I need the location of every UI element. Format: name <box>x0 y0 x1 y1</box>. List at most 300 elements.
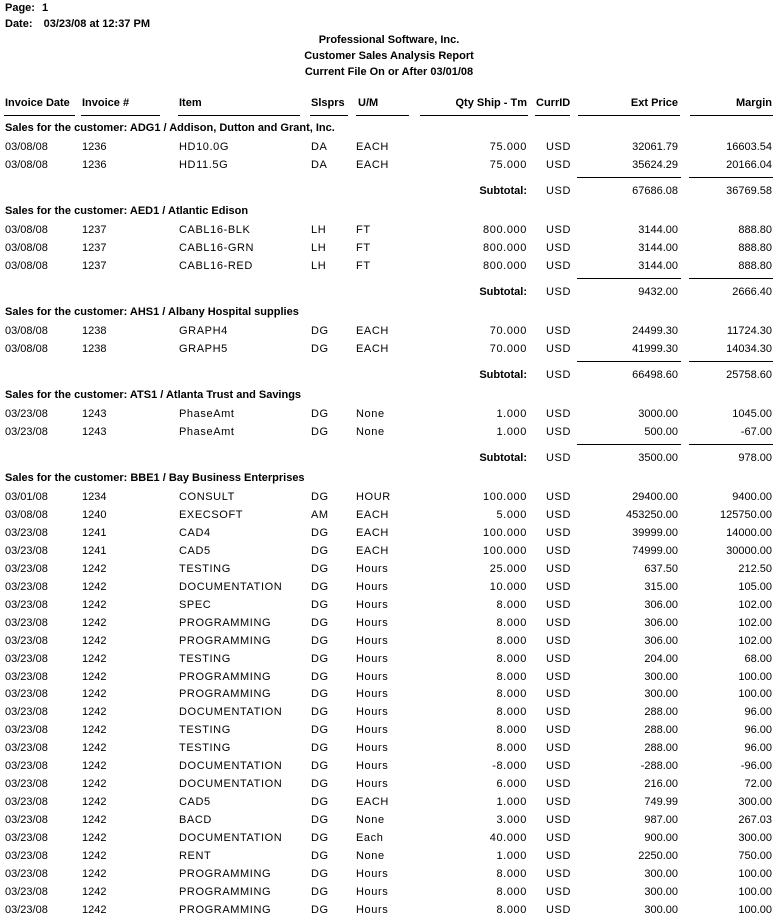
ext-price-cell: 3144.00 <box>638 259 678 272</box>
currid-cell: USD <box>546 796 572 809</box>
report-date-line <box>5 18 150 30</box>
currid-cell: USD <box>546 325 572 337</box>
qty-cell: 1.000 <box>496 425 527 438</box>
currid-cell: USD <box>546 158 572 171</box>
ext-price-cell: 453250.00 <box>626 508 678 521</box>
invoice-date-cell: 03/08/08 <box>5 241 48 254</box>
item-cell: GRAPH5 <box>179 342 228 355</box>
slsprs-cell: DG <box>311 742 329 755</box>
ext-price-cell: 3144.00 <box>638 241 678 254</box>
qty-cell: 1.000 <box>496 850 527 862</box>
ext-price-cell: 300.00 <box>644 903 678 916</box>
invoice-no-cell: 1243 <box>82 408 107 420</box>
invoice-date-cell: 03/08/08 <box>5 158 48 171</box>
table-row <box>0 542 778 560</box>
um-cell: Hours <box>356 742 389 755</box>
margin-cell: 102.00 <box>738 598 772 611</box>
slsprs-cell: DG <box>311 814 329 827</box>
ext-price-cell: 288.00 <box>644 742 678 755</box>
qty-cell: 800.000 <box>483 224 527 236</box>
invoice-no-cell: 1237 <box>82 241 107 254</box>
ext-price-cell: 500.00 <box>644 425 678 438</box>
item-cell: PROGRAMMING <box>179 670 272 683</box>
item-cell: CABL16-RED <box>179 259 253 272</box>
table-row <box>0 257 778 275</box>
subtotal-margin: 36769.58 <box>726 184 772 197</box>
invoice-date-cell: 03/23/08 <box>5 616 48 629</box>
ext-price-cell: 2250.00 <box>638 850 678 862</box>
um-cell: EACH <box>356 342 389 355</box>
invoice-date-cell: 03/08/08 <box>5 224 48 236</box>
margin-cell: 100.00 <box>738 867 772 880</box>
ext-price-cell: 306.00 <box>644 598 678 611</box>
item-cell: HD11.5G <box>179 158 229 171</box>
qty-cell: 5.000 <box>496 508 527 521</box>
qty-cell: 8.000 <box>496 670 527 683</box>
qty-cell: 75.000 <box>489 141 527 153</box>
invoice-date-cell: 03/23/08 <box>5 688 48 701</box>
slsprs-cell: DG <box>311 526 329 539</box>
col-underline <box>420 115 528 116</box>
table-row <box>0 793 778 811</box>
item-cell: TESTING <box>179 742 231 755</box>
subtotal-label: Subtotal: <box>479 285 527 298</box>
item-cell: RENT <box>179 850 212 862</box>
item-cell: PROGRAMMING <box>179 903 272 916</box>
um-cell: EACH <box>356 325 389 337</box>
ext-price-cell: 39999.00 <box>632 526 678 539</box>
um-cell: Hours <box>356 885 389 898</box>
item-cell: CONSULT <box>179 491 235 503</box>
col-invoice-no: Invoice # <box>82 97 130 109</box>
subtotal-rule <box>577 361 681 362</box>
report-title: Customer Sales Analysis Report <box>304 50 474 62</box>
margin-cell: 100.00 <box>738 688 772 701</box>
slsprs-cell: LH <box>311 241 327 254</box>
slsprs-cell: DA <box>311 158 328 171</box>
table-row <box>0 560 778 578</box>
invoice-date-cell: 03/08/08 <box>5 342 48 355</box>
margin-cell: 102.00 <box>738 634 772 647</box>
item-cell: PROGRAMMING <box>179 634 272 647</box>
col-underline <box>178 115 300 116</box>
invoice-date-cell: 03/23/08 <box>5 670 48 683</box>
col-currid: CurrID <box>536 97 571 109</box>
table-row <box>0 847 778 865</box>
invoice-date-cell: 03/23/08 <box>5 832 48 845</box>
report-filter: Current File On or After 03/01/08 <box>304 66 474 78</box>
ext-price-cell: 288.00 <box>644 706 678 719</box>
subtotal-label: Subtotal: <box>479 451 527 464</box>
margin-cell: 100.00 <box>738 670 772 683</box>
um-cell: None <box>356 850 385 862</box>
qty-cell: 3.000 <box>496 814 527 827</box>
margin-cell: 888.80 <box>738 241 772 254</box>
invoice-no-cell: 1242 <box>82 760 107 773</box>
currid-cell: USD <box>546 425 572 438</box>
invoice-no-cell: 1242 <box>82 814 107 827</box>
currid-cell: USD <box>546 814 572 827</box>
um-cell: EACH <box>356 526 389 539</box>
slsprs-cell: DG <box>311 325 329 337</box>
qty-cell: 8.000 <box>496 885 527 898</box>
customer-group-heading: Sales for the customer: ADG1 / Addison, Dutton and Grant, Inc. <box>5 122 335 134</box>
margin-cell: 68.00 <box>744 652 772 665</box>
invoice-no-cell: 1242 <box>82 850 107 862</box>
ext-price-cell: 29400.00 <box>632 491 678 503</box>
table-row <box>0 156 778 174</box>
invoice-no-cell: 1242 <box>82 562 107 575</box>
qty-cell: 8.000 <box>496 652 527 665</box>
invoice-date-cell: 03/23/08 <box>5 544 48 557</box>
table-row <box>0 757 778 775</box>
invoice-date-cell: 03/08/08 <box>5 325 48 337</box>
um-cell: None <box>356 408 385 420</box>
table-row <box>0 703 778 721</box>
invoice-no-cell: 1241 <box>82 544 107 557</box>
invoice-date-cell: 03/23/08 <box>5 867 48 880</box>
qty-cell: 8.000 <box>496 598 527 611</box>
margin-cell: 100.00 <box>738 885 772 898</box>
currid-cell: USD <box>546 867 572 880</box>
invoice-no-cell: 1242 <box>82 670 107 683</box>
margin-cell: 96.00 <box>744 742 772 755</box>
item-cell: BACD <box>179 814 212 827</box>
item-cell: DOCUMENTATION <box>179 832 283 845</box>
invoice-no-cell: 1238 <box>82 325 107 337</box>
table-row <box>0 632 778 650</box>
um-cell: Hours <box>356 598 389 611</box>
ext-price-cell: 987.00 <box>644 814 678 827</box>
invoice-no-cell: 1242 <box>82 634 107 647</box>
item-cell: CABL16-GRN <box>179 241 255 254</box>
um-cell: HOUR <box>356 491 391 503</box>
invoice-no-cell: 1237 <box>82 224 107 236</box>
customer-group-heading: Sales for the customer: BBE1 / Bay Business Enterprises <box>5 472 305 484</box>
margin-cell: 888.80 <box>738 224 772 236</box>
slsprs-cell: DG <box>311 867 329 880</box>
margin-cell: 300.00 <box>738 832 772 845</box>
margin-cell: 212.50 <box>738 562 772 575</box>
um-cell: Each <box>356 832 384 845</box>
currid-cell: USD <box>546 580 572 593</box>
currid-cell: USD <box>546 885 572 898</box>
qty-cell: 8.000 <box>496 634 527 647</box>
table-row <box>0 506 778 524</box>
margin-cell: 11724.30 <box>726 325 772 337</box>
currid-cell: USD <box>546 508 572 521</box>
invoice-no-cell: 1242 <box>82 778 107 791</box>
slsprs-cell: DG <box>311 616 329 629</box>
subtotal-row <box>0 182 778 200</box>
table-row <box>0 340 778 358</box>
subtotal-ext-price: 3500.00 <box>638 451 678 464</box>
item-cell: PhaseAmt <box>179 425 235 438</box>
slsprs-cell: DG <box>311 342 329 355</box>
margin-cell: 750.00 <box>738 850 772 862</box>
invoice-date-cell: 03/23/08 <box>5 903 48 916</box>
col-underline <box>4 115 75 116</box>
ext-price-cell: 32061.79 <box>632 141 678 153</box>
table-row <box>0 668 778 686</box>
slsprs-cell: DG <box>311 580 329 593</box>
currid-cell: USD <box>546 652 572 665</box>
subtotal-label: Subtotal: <box>479 368 527 381</box>
qty-cell: 100.000 <box>483 526 527 539</box>
slsprs-cell: DG <box>311 796 329 809</box>
table-row <box>0 883 778 901</box>
subtotal-rule <box>577 177 681 178</box>
um-cell: Hours <box>356 706 389 719</box>
ext-price-cell: 306.00 <box>644 616 678 629</box>
page-label: Page: <box>5 2 35 14</box>
um-cell: Hours <box>356 724 389 737</box>
subtotal-rule <box>577 444 681 445</box>
slsprs-cell: DG <box>311 562 329 575</box>
item-cell: HD10.0G <box>179 141 230 153</box>
invoice-date-cell: 03/23/08 <box>5 598 48 611</box>
item-cell: CAD4 <box>179 526 211 539</box>
invoice-date-cell: 03/23/08 <box>5 760 48 773</box>
item-cell: PROGRAMMING <box>179 688 272 701</box>
um-cell: Hours <box>356 634 389 647</box>
subtotal-label: Subtotal: <box>479 184 527 197</box>
table-row <box>0 775 778 793</box>
col-margin: Margin <box>735 97 772 109</box>
currid-cell: USD <box>546 598 572 611</box>
um-cell: Hours <box>356 688 389 701</box>
invoice-no-cell: 1242 <box>82 652 107 665</box>
company-name: Professional Software, Inc. <box>318 34 460 46</box>
item-cell: TESTING <box>179 652 231 665</box>
slsprs-cell: DG <box>311 652 329 665</box>
um-cell: Hours <box>356 580 389 593</box>
col-underline <box>356 115 409 116</box>
qty-cell: 8.000 <box>496 903 527 916</box>
item-cell: TESTING <box>179 724 231 737</box>
invoice-no-cell: 1242 <box>82 903 107 916</box>
qty-cell: 800.000 <box>483 241 527 254</box>
currid-cell: USD <box>546 850 572 862</box>
subtotal-rule <box>689 278 773 279</box>
invoice-date-cell: 03/08/08 <box>5 141 48 153</box>
slsprs-cell: LH <box>311 224 327 236</box>
table-row <box>0 650 778 668</box>
invoice-no-cell: 1238 <box>82 342 107 355</box>
um-cell: Hours <box>356 670 389 683</box>
ext-price-cell: 300.00 <box>644 867 678 880</box>
col-slsprs: Slsprs <box>311 97 345 109</box>
margin-cell: 14000.00 <box>726 526 772 539</box>
invoice-date-cell: 03/23/08 <box>5 652 48 665</box>
margin-cell: 16603.54 <box>726 141 772 153</box>
slsprs-cell: DG <box>311 760 329 773</box>
customer-group-heading: Sales for the customer: ATS1 / Atlanta Trust and Savings <box>5 389 302 401</box>
table-row <box>0 239 778 257</box>
um-cell: None <box>356 425 385 438</box>
margin-cell: 96.00 <box>744 724 772 737</box>
invoice-no-cell: 1242 <box>82 796 107 809</box>
invoice-date-cell: 03/23/08 <box>5 580 48 593</box>
invoice-date-cell: 03/23/08 <box>5 526 48 539</box>
invoice-no-cell: 1242 <box>82 867 107 880</box>
slsprs-cell: DG <box>311 706 329 719</box>
invoice-no-cell: 1243 <box>82 425 107 438</box>
item-cell: DOCUMENTATION <box>179 760 283 773</box>
currid-cell: USD <box>546 724 572 737</box>
invoice-date-cell: 03/23/08 <box>5 562 48 575</box>
invoice-date-cell: 03/23/08 <box>5 796 48 809</box>
qty-cell: 70.000 <box>489 342 527 355</box>
invoice-date-cell: 03/23/08 <box>5 885 48 898</box>
col-underline <box>690 115 773 116</box>
invoice-date-cell: 03/23/08 <box>5 850 48 862</box>
subtotal-ext-price: 67686.08 <box>632 184 678 197</box>
item-cell: GRAPH4 <box>179 325 228 337</box>
margin-cell: 300.00 <box>738 796 772 809</box>
qty-cell: 75.000 <box>489 158 527 171</box>
subtotal-ext-price: 66498.60 <box>632 368 678 381</box>
ext-price-cell: 300.00 <box>644 688 678 701</box>
um-cell: FT <box>356 224 371 236</box>
invoice-no-cell: 1242 <box>82 832 107 845</box>
ext-price-cell: 3000.00 <box>638 408 678 420</box>
currid-cell: USD <box>546 259 572 272</box>
um-cell: Hours <box>356 760 389 773</box>
ext-price-cell: 216.00 <box>644 778 678 791</box>
qty-cell: 70.000 <box>489 325 527 337</box>
qty-cell: 8.000 <box>496 706 527 719</box>
ext-price-cell: -288.00 <box>640 760 678 773</box>
slsprs-cell: DG <box>311 688 329 701</box>
slsprs-cell: DG <box>311 850 329 862</box>
margin-cell: 125750.00 <box>720 508 772 521</box>
subtotal-rule <box>577 278 681 279</box>
currid-cell: USD <box>546 778 572 791</box>
table-row <box>0 721 778 739</box>
subtotal-currid: USD <box>546 285 572 298</box>
table-row <box>0 865 778 883</box>
col-um: U/M <box>358 97 379 109</box>
margin-cell: 105.00 <box>738 580 772 593</box>
slsprs-cell: DG <box>311 425 329 438</box>
qty-cell: 100.000 <box>483 544 527 557</box>
ext-price-cell: 637.50 <box>644 562 678 575</box>
margin-cell: 888.80 <box>738 259 772 272</box>
subtotal-row <box>0 366 778 384</box>
slsprs-cell: DA <box>311 141 328 153</box>
invoice-date-cell: 03/01/08 <box>5 491 48 503</box>
page-number-line <box>5 2 48 14</box>
ext-price-cell: 288.00 <box>644 724 678 737</box>
ext-price-cell: 306.00 <box>644 634 678 647</box>
ext-price-cell: 300.00 <box>644 885 678 898</box>
currid-cell: USD <box>546 544 572 557</box>
um-cell: Hours <box>356 867 389 880</box>
margin-cell: -96.00 <box>740 760 772 773</box>
date-label: Date: <box>5 18 33 30</box>
margin-cell: 14034.30 <box>726 342 772 355</box>
invoice-no-cell: 1240 <box>82 508 107 521</box>
invoice-date-cell: 03/23/08 <box>5 814 48 827</box>
invoice-no-cell: 1242 <box>82 706 107 719</box>
um-cell: Hours <box>356 778 389 791</box>
customer-group-heading: Sales for the customer: AED1 / Atlantic Edison <box>5 205 249 217</box>
invoice-date-cell: 03/23/08 <box>5 724 48 737</box>
ext-price-cell: 41999.30 <box>632 342 678 355</box>
slsprs-cell: DG <box>311 670 329 683</box>
um-cell: FT <box>356 241 371 254</box>
invoice-no-cell: 1242 <box>82 724 107 737</box>
invoice-date-cell: 03/23/08 <box>5 778 48 791</box>
qty-cell: 25.000 <box>489 562 527 575</box>
slsprs-cell: DG <box>311 491 329 503</box>
um-cell: Hours <box>356 562 389 575</box>
subtotal-currid: USD <box>546 451 572 464</box>
invoice-date-cell: 03/23/08 <box>5 408 48 420</box>
currid-cell: USD <box>546 616 572 629</box>
invoice-date-cell: 03/23/08 <box>5 634 48 647</box>
um-cell: None <box>356 814 385 827</box>
item-cell: DOCUMENTATION <box>179 778 283 791</box>
subtotal-margin: 978.00 <box>738 451 772 464</box>
qty-cell: 800.000 <box>483 259 527 272</box>
col-ext-price: Ext Price <box>630 97 678 109</box>
margin-cell: 72.00 <box>744 778 772 791</box>
um-cell: Hours <box>356 903 389 916</box>
invoice-no-cell: 1242 <box>82 742 107 755</box>
subtotal-row <box>0 283 778 301</box>
invoice-no-cell: 1236 <box>82 158 107 171</box>
table-row <box>0 524 778 542</box>
um-cell: FT <box>356 259 371 272</box>
currid-cell: USD <box>546 562 572 575</box>
subtotal-currid: USD <box>546 368 572 381</box>
item-cell: PhaseAmt <box>179 408 235 420</box>
margin-cell: 20166.04 <box>726 158 772 171</box>
ext-price-cell: 204.00 <box>644 652 678 665</box>
invoice-date-cell: 03/23/08 <box>5 425 48 438</box>
item-cell: PROGRAMMING <box>179 867 272 880</box>
subtotal-ext-price: 9432.00 <box>638 285 678 298</box>
qty-cell: 1.000 <box>496 408 527 420</box>
item-cell: PROGRAMMING <box>179 616 272 629</box>
col-invoice-date: Invoice Date <box>5 97 70 109</box>
slsprs-cell: DG <box>311 885 329 898</box>
slsprs-cell: DG <box>311 903 329 916</box>
table-row <box>0 901 778 919</box>
col-underline <box>578 115 680 116</box>
ext-price-cell: 3144.00 <box>638 224 678 236</box>
invoice-date-cell: 03/23/08 <box>5 706 48 719</box>
col-underline <box>81 115 160 116</box>
table-row <box>0 811 778 829</box>
qty-cell: 6.000 <box>496 778 527 791</box>
currid-cell: USD <box>546 408 572 420</box>
subtotal-row <box>0 449 778 467</box>
currid-cell: USD <box>546 342 572 355</box>
item-cell: TESTING <box>179 562 231 575</box>
ext-price-cell: 24499.30 <box>632 325 678 337</box>
currid-cell: USD <box>546 688 572 701</box>
margin-cell: 100.00 <box>738 903 772 916</box>
col-item: Item <box>179 97 202 109</box>
slsprs-cell: AM <box>311 508 329 521</box>
ext-price-cell: 315.00 <box>644 580 678 593</box>
qty-cell: 8.000 <box>496 724 527 737</box>
col-underline <box>535 115 570 116</box>
qty-cell: 8.000 <box>496 867 527 880</box>
